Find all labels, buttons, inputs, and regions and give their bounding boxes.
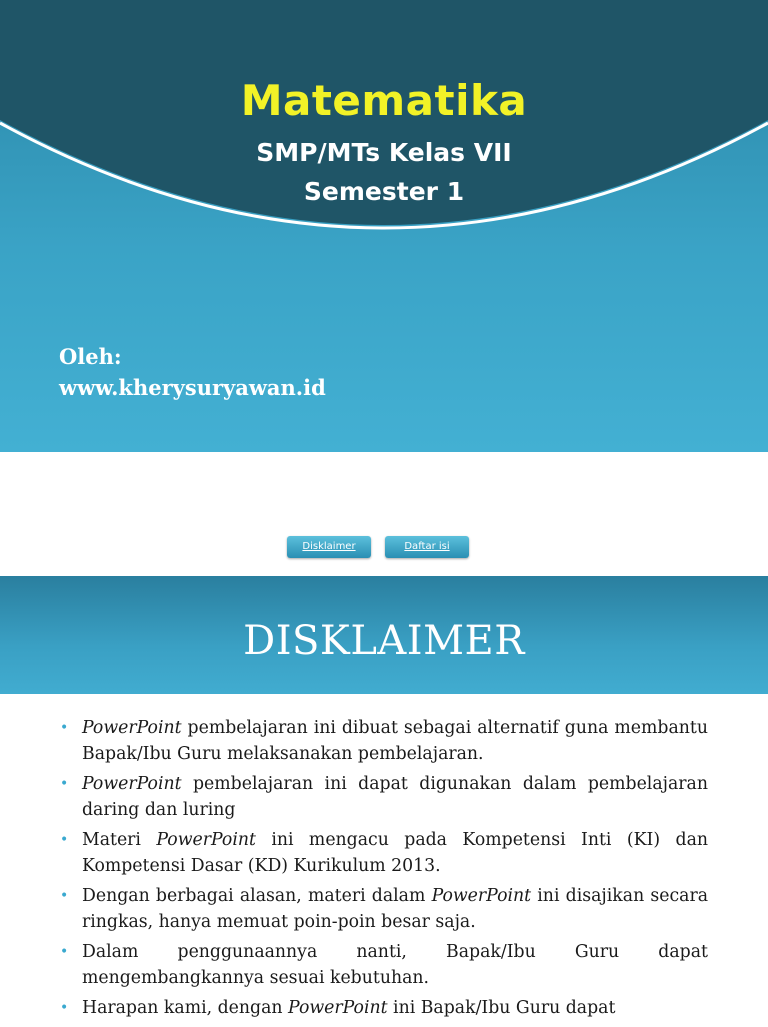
bullet-dot-icon: • [60, 776, 69, 792]
slide-title: Matematika [240, 76, 528, 125]
author-label: Oleh: [59, 344, 122, 369]
daftar-isi-button[interactable]: Daftar isi [385, 536, 469, 558]
list-item: • Dengan berbagai alasan, materi dalam PowerPoint ini disajikan secara ringkas, hanya memuat poin-poin besar saja. [60, 886, 709, 932]
author-url: www.kherysuryawan.id [59, 375, 326, 400]
disclaimer-title: DISKLAIMER [243, 618, 525, 664]
disclaimer-bullet-list [58, 716, 708, 1027]
list-item: • Dalam penggunaannya nanti, Bapak/Ibu Guru dapat mengembangkannya sesuai kebutuhan. [60, 942, 708, 988]
bullet-dot-icon: • [60, 1000, 69, 1016]
disklaimer-button[interactable]: Disklaimer [287, 536, 371, 558]
bullet-dot-icon: • [60, 720, 69, 736]
list-item: • Harapan kami, dengan PowerPoint ini Bapak/Ibu Guru dapat [58, 996, 708, 1022]
bullet-dot-icon: • [60, 944, 69, 960]
slide-subtitle-class: SMP/MTs Kelas VII [256, 138, 512, 167]
bullet-dot-icon: • [60, 832, 69, 848]
list-item: • Materi PowerPoint ini mengacu pada Kompetensi Inti (KI) dan Kompetensi Dasar (KD) Kurikulum 2013. [60, 830, 708, 876]
title-slide [0, 0, 768, 452]
list-item: • PowerPoint pembelajaran ini dapat digunakan dalam pembelajaran daring dan luring [60, 774, 708, 820]
list-item: • PowerPoint pembelajaran ini dibuat sebagai alternatif guna membantu Bapak/Ibu Guru melaksanakan pembelajaran. [60, 718, 708, 764]
slide-subtitle-semester: Semester 1 [303, 177, 465, 206]
bullet-dot-icon: • [60, 888, 69, 904]
